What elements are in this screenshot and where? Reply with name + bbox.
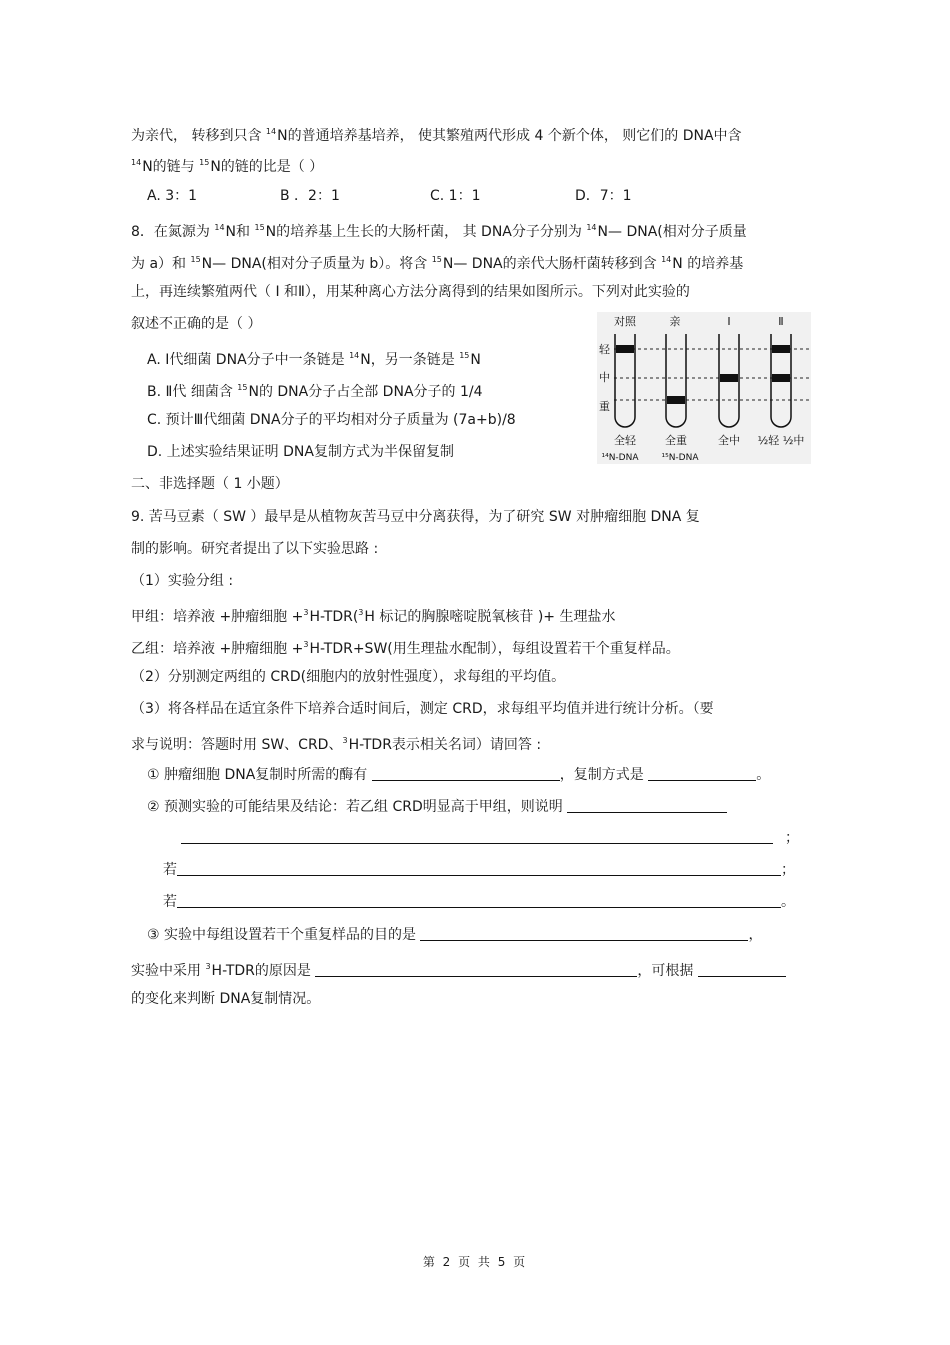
- tube-gen-1: [719, 334, 739, 427]
- answer-blank[interactable]: [177, 861, 781, 876]
- text-line: $^{14}$N的链与 $^{15}$N的链的比是（ ）: [131, 158, 324, 175]
- page-footer: 第 2 页 共 5 页: [422, 1255, 528, 1269]
- answer-3-reason-line: 实验中采用 $^3$H-TDR的原因是 ，可根据: [131, 958, 786, 980]
- answer-3-line: ③ 实验中每组设置若干个重复样品的目的是 ，: [147, 927, 763, 943]
- question-8-line-2: 为 a）和 $^{15}$N— DNA(相对分子质量为 b）。将含 $^{15}$N— DNA的亲代大肠杆菌转移到含 $^{14}$N 的培养基: [131, 255, 744, 272]
- option-b: B ．2：1: [280, 188, 340, 204]
- group-a-line: 甲组：培养液 +肿瘤细胞 +$^3$H-TDR($^3$H 标记的胸腺嘧啶脱氧核苷 )+ 生理盐水: [131, 608, 616, 625]
- answer-2-if-line: 若 ；: [163, 862, 795, 878]
- figure-sub-label: ¹⁴N-DNA: [601, 453, 639, 463]
- answer-blank[interactable]: [648, 766, 756, 781]
- tube-gen-2: [771, 334, 791, 427]
- figure-side-label: 轻: [599, 343, 610, 356]
- answer-3-end-line: 的变化来判断 DNA复制情况。: [131, 991, 321, 1007]
- tube-control: [615, 334, 635, 427]
- figure-bottom-label: ½轻 ½中: [757, 434, 805, 447]
- figure-bottom-label: 全中: [718, 434, 740, 447]
- question-8-option-c: C. 预计Ⅲ代细菌 DNA分子的平均相对分子质量为 (7a+b)/8: [147, 412, 516, 428]
- question-9-step-3: （3）将各样品在适宜条件下培养合适时间后，测定 CRD，求每组平均值并进行统计分析。（要: [131, 701, 714, 717]
- figure-bottom-label: 全重: [665, 434, 687, 447]
- answer-2-continuation: ；: [181, 829, 799, 847]
- answer-blank[interactable]: [372, 766, 560, 781]
- centrifuge-diagram: [597, 312, 811, 464]
- question-9-note: 求与说明：答题时用 SW、CRD、$^3$H-TDR表示相关名词）请回答 :: [131, 736, 542, 753]
- figure-side-label: 重: [599, 400, 610, 413]
- figure-header: Ⅱ: [778, 315, 784, 328]
- figure-bottom-label: 全轻: [614, 434, 636, 447]
- option-a: A. 3：1: [147, 188, 198, 204]
- answer-blank[interactable]: [698, 962, 786, 977]
- text-line: 为亲代， 转移到只含 $^{14}$N的普通培养基培养， 使其繁殖两代形成 4 个新个体， 则它们的 DNA中含: [131, 127, 742, 144]
- tube-parent: [666, 334, 686, 427]
- answer-2-line: ② 预测实验的可能结果及结论：若乙组 CRD明显高于甲组，则说明: [147, 798, 727, 816]
- question-9-line-1: 9. 苦马豆素（ SW ）最早是从植物灰苦马豆中分离获得，为了研究 SW 对肿瘤细胞 DNA 复: [131, 509, 700, 525]
- answer-blank[interactable]: [177, 893, 781, 908]
- question-9-step-2: （2）分别测定两组的 CRD(细胞内的放射性强度），求每组的平均值。: [131, 669, 566, 685]
- figure-sub-label: ¹⁵N-DNA: [661, 453, 699, 463]
- answer-blank[interactable]: [567, 798, 727, 813]
- question-8-option-d: D. 上述实验结果证明 DNA复制方式为半保留复制: [147, 444, 454, 460]
- answer-blank[interactable]: [420, 926, 748, 941]
- centrifuge-figure: [597, 312, 811, 464]
- figure-header: Ⅰ: [727, 315, 731, 328]
- answer-blank[interactable]: [181, 829, 773, 844]
- figure-side-label: 中: [599, 371, 610, 384]
- figure-header: 亲: [669, 315, 681, 328]
- question-9-line-2: 制的影响。研究者提出了以下实验思路 :: [131, 541, 379, 557]
- question-8-option-b: B. Ⅱ代 细菌含 $^{15}$N的 DNA分子占全部 DNA分子的 1/4: [147, 383, 483, 400]
- question-8-line-4: 叙述不正确的是（ ）: [131, 316, 262, 332]
- answer-2-if-line: 若 。: [163, 894, 795, 910]
- question-8-line-3: 上，再连续繁殖两代（ I 和Ⅱ），用某种离心方法分离得到的结果如图所示。下列对此实验的: [131, 284, 690, 300]
- group-b-line: 乙组：培养液 +肿瘤细胞 +$^3$H-TDR+SW(用生理盐水配制），每组设置若干个重复样品。: [131, 640, 680, 657]
- question-8-option-a: A. Ⅰ代细菌 DNA分子中一条链是 $^{14}$N，另一条链是 $^{15}$N: [147, 351, 481, 368]
- question-8-line-1: 8．在氮源为 $^{14}$N和 $^{15}$N的培养基上生长的大肠杆菌， 其 DNA分子分别为 $^{14}$N— DNA(相对分子质量: [131, 223, 747, 240]
- answer-blank[interactable]: [315, 962, 637, 977]
- figure-header: 对照: [614, 315, 636, 328]
- option-c: C. 1：1: [430, 188, 481, 204]
- answer-1-line: ① 肿瘤细胞 DNA复制时所需的酶有 ，复制方式是 。: [147, 767, 771, 783]
- option-d: D．7：1: [575, 188, 632, 204]
- section-heading: 二、非选择题（ 1 小题）: [131, 476, 289, 492]
- question-9-line-3: （1）实验分组 :: [131, 573, 234, 589]
